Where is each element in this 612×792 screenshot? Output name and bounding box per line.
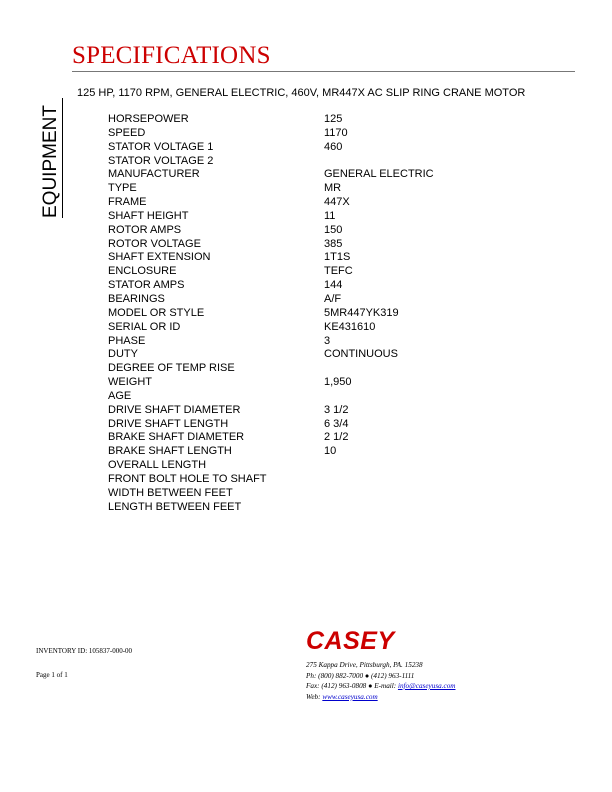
spec-value: 1T1S xyxy=(324,251,351,264)
spec-value: 460 xyxy=(324,140,343,153)
spec-value: 125 xyxy=(324,113,343,125)
equipment-description: 125 HP, 1170 RPM, GENERAL ELECTRIC, 460V, MR447X AC SLIP RING CRANE MOTOR xyxy=(77,87,526,99)
spec-value: 6 3/4 xyxy=(324,417,349,430)
spec-value: A/F xyxy=(324,292,342,305)
spec-label: SHAFT EXTENSION xyxy=(108,251,211,264)
spec-label: MODEL OR STYLE xyxy=(108,306,205,319)
company-fax-email xyxy=(306,681,455,692)
spec-label: BRAKE SHAFT LENGTH xyxy=(108,445,232,458)
spec-label: AGE xyxy=(108,389,132,402)
spec-label: DRIVE SHAFT LENGTH xyxy=(108,417,229,430)
spec-value: 150 xyxy=(324,223,343,236)
company-address: 275 Kappa Drive, Pittsburgh, PA. 15238 xyxy=(306,661,423,669)
spec-value: 11 xyxy=(324,209,336,222)
spec-label: SERIAL OR ID xyxy=(108,320,181,333)
spec-value: TEFC xyxy=(324,265,353,278)
page-title: SPECIFICATIONS xyxy=(72,42,271,69)
spec-label: STATOR VOLTAGE 1 xyxy=(108,140,214,153)
company-phone: Ph: (800) 882-7000 ● (412) 963-1111 xyxy=(306,671,415,680)
spec-label: LENGTH BETWEEN FEET xyxy=(108,500,242,513)
spec-value: GENERAL ELECTRIC xyxy=(324,168,434,181)
side-label-divider xyxy=(62,98,63,218)
spec-value: 5MR447YK319 xyxy=(324,306,399,319)
side-label-equipment: EQUIPMENT xyxy=(40,105,61,218)
spec-value: 1170 xyxy=(324,126,348,139)
company-web xyxy=(306,692,455,703)
spec-value: CONTINUOUS xyxy=(324,348,398,361)
web-link[interactable]: www.caseyusa.com xyxy=(322,692,378,701)
spec-label: WIDTH BETWEEN FEET xyxy=(108,486,233,499)
spec-label: PHASE xyxy=(108,334,146,347)
company-contact xyxy=(306,660,455,702)
spec-label: STATOR AMPS xyxy=(108,279,185,292)
spec-label: ROTOR VOLTAGE xyxy=(108,237,201,250)
spec-label: BEARINGS xyxy=(108,292,165,305)
spec-label: ROTOR AMPS xyxy=(108,223,182,236)
company-logo: CASEY xyxy=(306,627,395,655)
spec-value: 2 1/2 xyxy=(324,431,349,444)
spec-label: HORSEPOWER xyxy=(108,113,189,125)
spec-label: DRIVE SHAFT DIAMETER xyxy=(108,403,241,416)
spec-label: OVERALL LENGTH xyxy=(108,459,207,472)
spec-label: ENCLOSURE xyxy=(108,265,177,278)
spec-label: FRONT BOLT HOLE TO SHAFT xyxy=(108,472,267,485)
spec-value: 385 xyxy=(324,237,343,250)
spec-label: SHAFT HEIGHT xyxy=(108,209,189,222)
page-number: Page 1 of 1 xyxy=(36,671,68,679)
spec-label: FRAME xyxy=(108,196,147,209)
spec-value: 10 xyxy=(324,445,337,458)
spec-value: 3 1/2 xyxy=(324,403,349,416)
spec-label: BRAKE SHAFT DIAMETER xyxy=(108,431,245,444)
title-divider xyxy=(72,71,575,72)
spec-label: DUTY xyxy=(108,348,138,361)
spec-label: WEIGHT xyxy=(108,376,152,389)
inventory-id: INVENTORY ID: 105837-000-00 xyxy=(36,647,133,655)
spec-value: MR xyxy=(324,182,342,195)
spec-value: 3 xyxy=(324,334,331,347)
email-link[interactable]: info@caseyusa.com xyxy=(397,682,456,690)
fax-label: Fax: (412) 963-0808 ● E-mail: xyxy=(306,682,398,690)
spec-value: 1,950 xyxy=(324,376,352,389)
spec-label: SPEED xyxy=(108,126,146,139)
spec-label: STATOR VOLTAGE 2 xyxy=(108,154,214,167)
web-label: Web: xyxy=(306,692,323,701)
spec-value: 447X xyxy=(324,196,350,209)
spec-value: 144 xyxy=(324,279,343,292)
spec-label: TYPE xyxy=(108,182,137,195)
spec-label: DEGREE OF TEMP RISE xyxy=(108,362,235,375)
spec-label: MANUFACTURER xyxy=(108,168,200,181)
spec-value: KE431610 xyxy=(324,320,376,333)
